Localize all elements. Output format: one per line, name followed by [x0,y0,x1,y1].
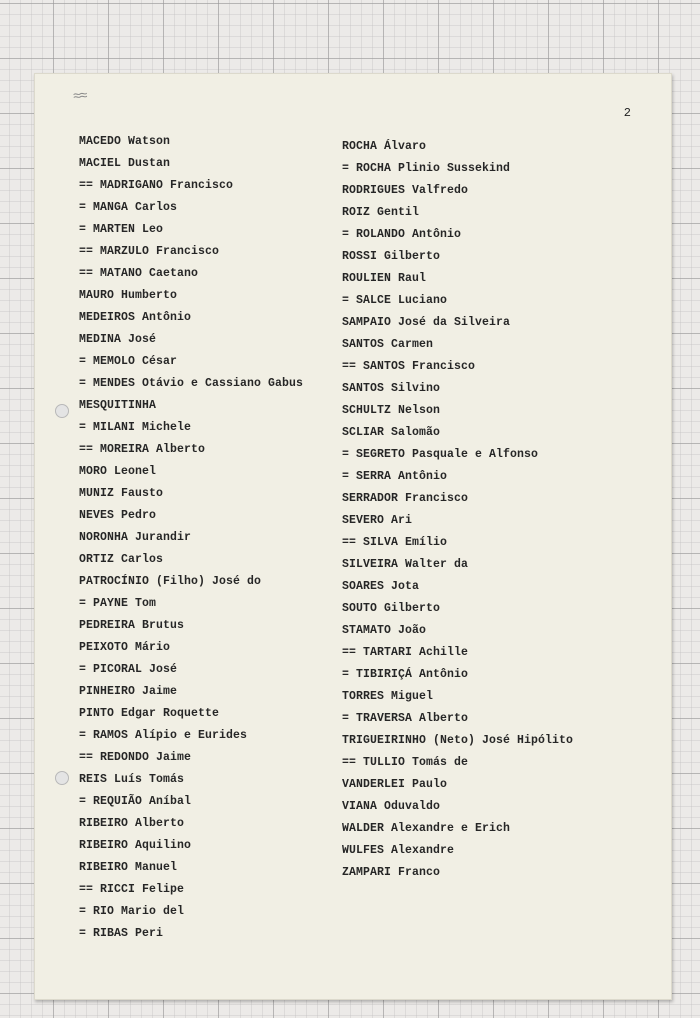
list-item: = SALCE Luciano [342,294,448,307]
list-item: MACIEL Dustan [79,157,171,170]
name-list-left [79,131,303,945]
list-item: SAMPAIO José da Silveira [342,316,511,329]
list-item: = RIO Mario del [79,905,185,918]
list-item: VANDERLEI Paulo [342,778,448,791]
list-item: SANTOS Silvino [342,382,441,395]
list-item: = MARTEN Leo [79,223,164,236]
list-item: == SILVA Emílio [342,536,448,549]
list-item: WULFES Alexandre [342,844,455,857]
list-item: PINHEIRO Jaime [79,685,178,698]
list-item: SCHULTZ Nelson [342,404,441,417]
page-number: 2 [623,106,631,120]
list-item: SILVEIRA Walter da [342,558,469,571]
list-item: SOUTO Gilberto [342,602,441,615]
list-item: RIBEIRO Manuel [79,861,178,874]
list-item: = MANGA Carlos [79,201,178,214]
list-item: SOARES Jota [342,580,420,593]
list-item: == MADRIGANO Francisco [79,179,234,192]
list-item: PEIXOTO Mário [79,641,171,654]
list-item: = RIBAS Peri [79,927,164,940]
list-item: == SANTOS Francisco [342,360,476,373]
list-item: = MEMOLO César [79,355,178,368]
list-item: = TIBIRIÇÁ Antônio [342,668,469,681]
list-item: SEVERO Ari [342,514,413,527]
list-item: SCLIAR Salomão [342,426,441,439]
list-item: = REQUIÃO Aníbal [79,795,192,808]
list-item: = RAMOS Alípio e Eurides [79,729,248,742]
list-item: VIANA Oduvaldo [342,800,441,813]
list-item: MORO Leonel [79,465,157,478]
list-item: == RICCI Felipe [79,883,185,896]
list-item: NORONHA Jurandir [79,531,192,544]
list-item: == TARTARI Achille [342,646,469,659]
list-item: = MILANI Michele [79,421,192,434]
list-item: REIS Luís Tomás [79,773,185,786]
list-item: = MENDES Otávio e Cassiano Gabus [79,377,304,390]
list-item: MESQUITINHA [79,399,157,412]
list-item: WALDER Alexandre e Erich [342,822,511,835]
punch-hole [55,404,69,418]
list-item: ZAMPARI Franco [342,866,441,879]
punch-hole [55,771,69,785]
list-item: TRIGUEIRINHO (Neto) José Hipólito [342,734,574,747]
document-page [34,73,672,1000]
list-item: SERRADOR Francisco [342,492,469,505]
list-item: = PICORAL José [79,663,178,676]
list-item: == MARZULO Francisco [79,245,220,258]
list-item: == MOREIRA Alberto [79,443,206,456]
list-item: = SERRA Antônio [342,470,448,483]
list-item: = PAYNE Tom [79,597,157,610]
list-item: == TULLIO Tomás de [342,756,469,769]
list-item: TORRES Miguel [342,690,434,703]
list-item: MEDINA José [79,333,157,346]
list-item: = SEGRETO Pasquale e Alfonso [342,448,539,461]
list-item: == REDONDO Jaime [79,751,192,764]
list-item: = ROLANDO Antônio [342,228,462,241]
list-item: PINTO Edgar Roquette [79,707,220,720]
handwritten-mark: ≈≈ [72,88,87,106]
list-item: = ROCHA Plinio Sussekind [342,162,511,175]
list-item: PEDREIRA Brutus [79,619,185,632]
list-item: RODRIGUES Valfredo [342,184,469,197]
list-item: ORTIZ Carlos [79,553,164,566]
list-item: PATROCÍNIO (Filho) José do [79,575,262,588]
list-item: MAURO Humberto [79,289,178,302]
list-item: NEVES Pedro [79,509,157,522]
list-item: MEDEIROS Antônio [79,311,192,324]
list-item: RIBEIRO Alberto [79,817,185,830]
list-item: STAMATO João [342,624,427,637]
list-item: = TRAVERSA Alberto [342,712,469,725]
name-list-right [342,136,573,884]
list-item: MACEDO Watson [79,135,171,148]
list-item: ROIZ Gentil [342,206,420,219]
list-item: ROSSI Gilberto [342,250,441,263]
list-item: ROULIEN Raul [342,272,427,285]
list-item: SANTOS Carmen [342,338,434,351]
list-item: == MATANO Caetano [79,267,199,280]
list-item: ROCHA Álvaro [342,140,427,153]
list-item: MUNIZ Fausto [79,487,164,500]
list-item: RIBEIRO Aquilino [79,839,192,852]
